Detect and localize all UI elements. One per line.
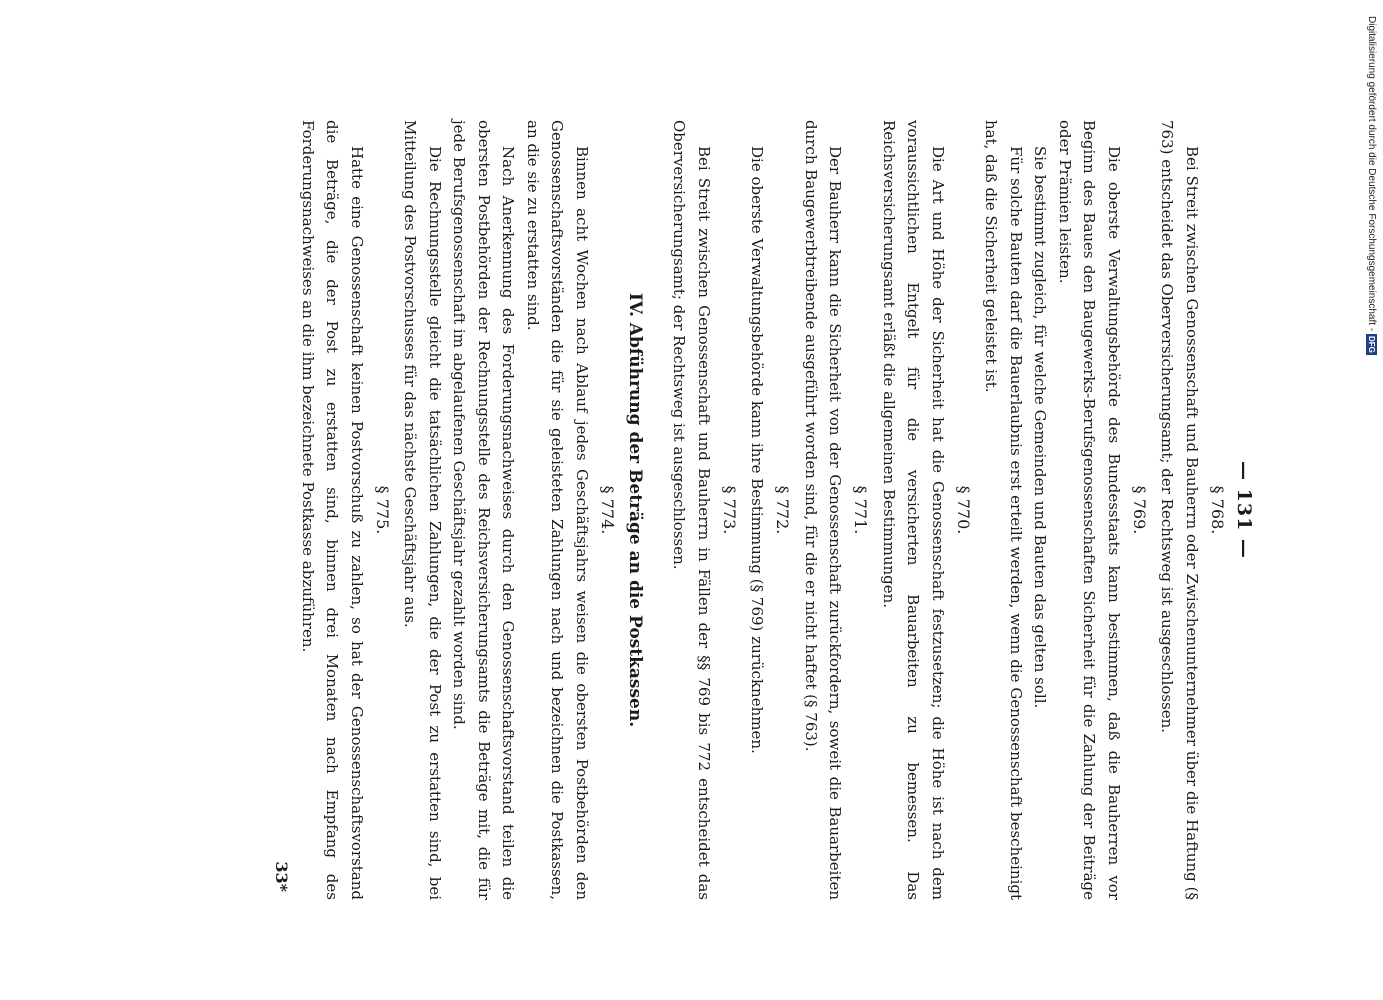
- paragraph: Die Art und Höhe der Sicherheit hat die Genossenschaft festzusetzen; die Höhe ist nach dem voraussichtlichen Entgelt für die versicherten Bauarbeiten zu bemessen. Das Reichsversicherungsamt erläßt die allgemeinen Bestimmungen.: [880, 120, 947, 900]
- signature-mark: 33*: [272, 861, 292, 892]
- paragraph: Die oberste Verwaltungsbehörde des Bundesstaats kann bestimmen, daß die Bauherren vor Beginn des Baues den Baugewerks-Berufsgenossenschaften Sicherheit für die Zahlung der Beiträge oder Prämien leisten.: [1056, 120, 1123, 900]
- paragraph: Nach Anerkennung des Forderungsnachweises durch den Genossenschaftsvorstand teilen die obersten Postbehörden der Rechnungsstelle des Reichsversicherungsamts die Beträge mit, die für jede Berufsgenossenschaft im abgelaufenen Geschäftsjahr gezahlt worden sind.: [450, 120, 518, 900]
- section-770: [877, 120, 974, 900]
- section-number: § 771.: [851, 485, 871, 535]
- paragraph: Sie bestimmt zugleich, für welche Gemeinden und Bauten das gelten soll.: [1031, 146, 1050, 709]
- section-769: [979, 120, 1149, 900]
- section-774: [398, 120, 617, 900]
- paragraph: Binnen acht Wochen nach Ablauf jedes Geschäftsjahrs weisen die obersten Postbehörden den Genossenschaftsvorständen die für sie geleisteten Zahlungen nach und bezeichnen die Postkassen, an die sie zu erstatten sind.: [524, 120, 591, 900]
- paragraph: Hatte eine Genossenschaft keinen Postvorschuß zu zahlen, so hat der Genossenschaftsvorstand die Beträge, die der Post zu erstatten sind, binnen drei Monaten nach Empfang des Forderungsnachweises an die ihm bezeichnete Postkasse abzuführen.: [299, 120, 366, 900]
- section-number: § 768.: [1208, 485, 1227, 535]
- section-number: § 772.: [773, 485, 793, 535]
- chapter-heading: IV. Abführung der Beträge an die Postkassen.: [625, 292, 645, 728]
- section-768: [1155, 120, 1227, 900]
- section-number: § 773.: [720, 485, 739, 535]
- section-number: § 774.: [598, 485, 617, 535]
- dfg-notice-strip: [1359, 8, 1381, 398]
- section-number: § 770.: [954, 485, 973, 535]
- section-772: [745, 120, 793, 900]
- section-number: § 775.: [373, 485, 392, 535]
- paragraph: Die oberste Verwaltungsbehörde kann ihre Bestimmung (§ 769) zurücknehmen.: [748, 146, 767, 754]
- paragraph: Der Bauherr kann die Sicherheit von der Genossenschaft zurückfordern, soweit die Bauarbeiten durch Baugewerbtreibende ausgeführt worden sind, für die er nicht haftet (§ 763).: [802, 120, 845, 900]
- dfg-notice: [1366, 16, 1377, 359]
- section-775: [296, 120, 393, 900]
- paragraph: Für solche Bauten darf die Bauerlaubnis erst erteilt werden, wenn die Genossenschaft bescheinigt hat, daß die Sicherheit geleistet ist.: [982, 120, 1025, 900]
- dfg-notice-text: Digitalisierung gefördert durch die Deutsche Forschungsgemeinschaft -: [1366, 16, 1377, 332]
- paragraph: Die Rechnungsstelle gleicht die tatsächlichen Zahlungen, die der Post zu erstatten sind, bei Mitteilung des Postvorschusses für das nächste Geschäftsjahr aus.: [401, 120, 444, 900]
- paragraph: Bei Streit zwischen Genossenschaft und Bauherrn oder Zwischenunternehmer über die Haftung (§ 763) entscheidet das Oberversicherungsamt; der Rechtsweg ist ausgeschlossen.: [1158, 120, 1201, 900]
- section-771: [799, 120, 871, 900]
- paragraph: Bei Streit zwischen Genossenschaft und Bauherrn in Fällen der §§ 769 bis 772 entscheidet das Oberversicherungsamt; der Rechtsweg ist ausgeschlossen.: [670, 120, 713, 900]
- page-number: — 131 —: [1233, 461, 1255, 559]
- section-number: § 769.: [1130, 485, 1149, 535]
- document-page: [125, 120, 1255, 900]
- section-773: [667, 120, 739, 900]
- dfg-logo-icon: DFG: [1367, 335, 1376, 353]
